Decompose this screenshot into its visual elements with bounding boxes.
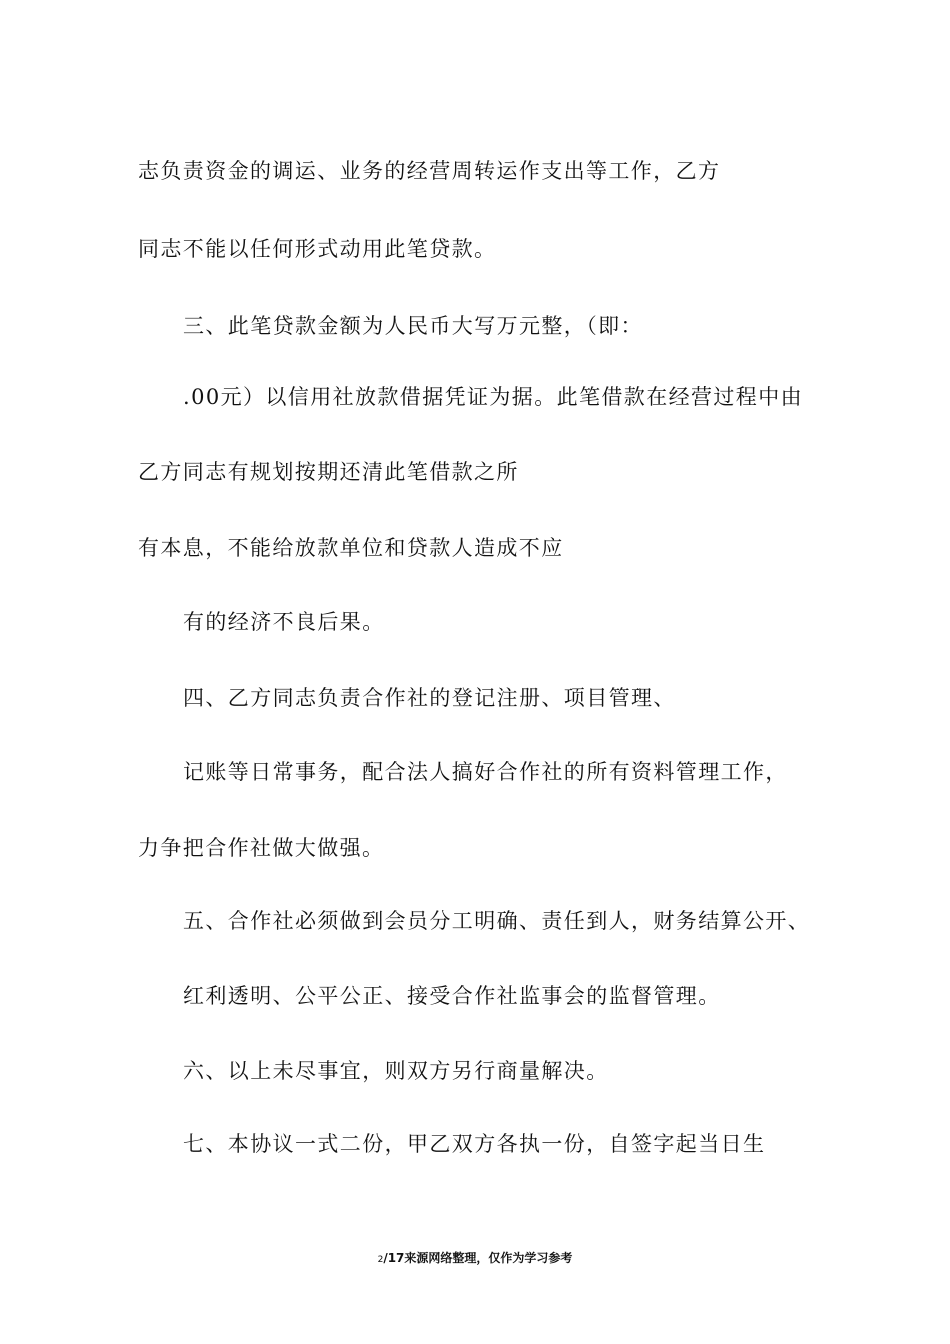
clause-4-line-3: 力争把合作社做大做强。: [138, 836, 385, 860]
clause-4-line-1: 四、乙方同志负责合作社的登记注册、项目管理、: [183, 686, 676, 710]
clause-3-line-4: 有本息，不能给放款单位和贷款人造成不应: [138, 536, 564, 560]
clause-3-line-5: 有的经济不良后果。: [183, 610, 385, 634]
clause-3-line-1: 三、此笔贷款金额为人民币大写万元整，（即：: [183, 314, 643, 338]
clause-7-line-1: 七、本协议一式二份，甲乙双方各执一份，自签字起当日生: [183, 1132, 766, 1156]
source-note: 来源网络整理，仅作为学习参考: [404, 1251, 573, 1265]
clause-6-line-1: 六、以上未尽事宜，则双方另行商量解决。: [183, 1059, 609, 1083]
page-number-total: /17: [383, 1251, 405, 1265]
page-number-current: 2: [377, 1255, 384, 1265]
clause-5-line-1: 五、合作社必须做到会员分工明确、责任到人，财务结算公开、: [183, 909, 811, 933]
body-line-1: 志负责资金的调运、业务的经营周转运作支出等工作，乙方: [138, 159, 721, 183]
body-line-2: 同志不能以任何形式动用此笔贷款。: [138, 237, 497, 261]
clause-3-line-2: .00元）以信用社放款借据凭证为据。此笔借款在经营过程中由: [183, 385, 803, 409]
clause-5-line-2: 红利透明、公平公正、接受合作社监事会的监督管理。: [183, 984, 721, 1008]
page-footer: [0, 1250, 950, 1268]
clause-4-line-2: 记账等日常事务，配合法人搞好合作社的所有资料管理工作，: [183, 760, 788, 784]
clause-3-line-3: 乙方同志有规划按期还清此笔借款之所: [138, 460, 519, 484]
